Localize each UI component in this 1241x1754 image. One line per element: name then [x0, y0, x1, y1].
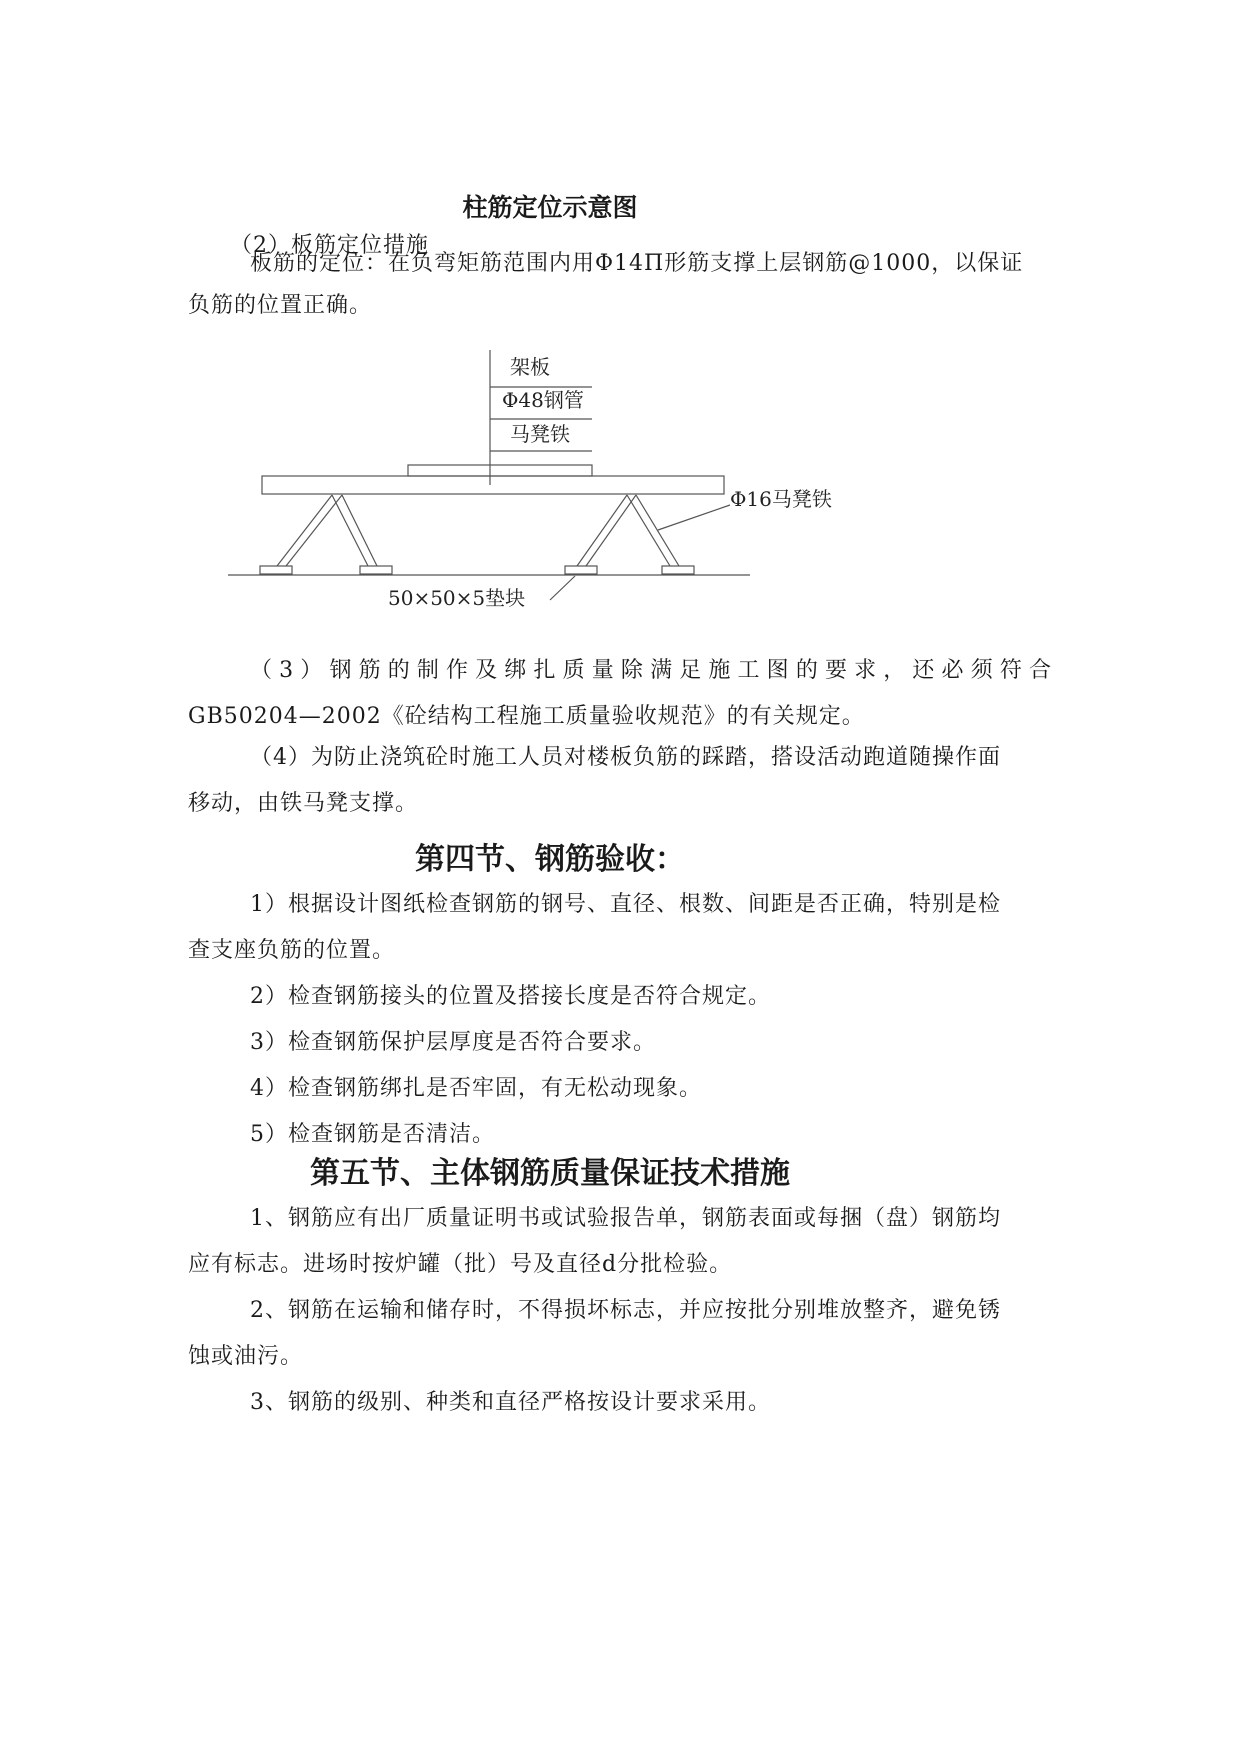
label-stool: 马凳铁 — [510, 422, 570, 446]
top-bar-small — [408, 465, 592, 476]
section-4-item-3: 3）检查钢筋保护层厚度是否符合要求。 — [250, 1030, 656, 1055]
section-4-title: 第四节、钢筋验收： — [415, 842, 685, 877]
paragraph-line-2: 负筋的位置正确。 — [188, 293, 373, 318]
stool-leg-1b — [286, 495, 342, 566]
section-4-item-2: 2）检查钢筋接头的位置及搭接长度是否符合规定。 — [250, 984, 771, 1009]
stool-leg-3a — [577, 495, 627, 566]
section-5-item-1-line-2: 应有标志。进场时按炉罐（批）号及直径d分批检验。 — [188, 1252, 733, 1277]
section-4-item-4: 4）检查钢筋绑扎是否牢固，有无松动现象。 — [250, 1076, 702, 1101]
stool-support-diagram — [220, 345, 880, 625]
pad-block-2 — [360, 566, 392, 574]
paragraph-3-line-2: GB50204—2002《砼结构工程施工质量验收规范》的有关规定。 — [188, 704, 865, 729]
section-5-item-2-line-1: 2、钢筋在运输和储存时，不得损坏标志，并应按批分别堆放整齐，避免锈 — [250, 1298, 1001, 1323]
stool-leg-2a — [332, 495, 368, 566]
plank — [262, 476, 724, 494]
section-5-title: 第五节、主体钢筋质量保证技术措施 — [310, 1156, 790, 1191]
subtitle-text: （2）板筋定位措施 — [230, 233, 429, 258]
stool-leg-4b — [636, 495, 679, 566]
paragraph-3-line-1: （3）钢筋的制作及绑扎质量除满足施工图的要求，还必须符合 — [250, 658, 1058, 683]
stool-leg-4a — [627, 495, 670, 566]
section-5-item-3: 3、钢筋的级别、种类和直径严格按设计要求采用。 — [250, 1390, 771, 1415]
label-pipe: Φ48钢管 — [502, 388, 584, 412]
section-4-item-1-line-2: 查支座负筋的位置。 — [188, 938, 396, 963]
paragraph-4-line-2: 移动，由铁马凳支撑。 — [188, 791, 419, 816]
stool-leg-2b — [342, 495, 377, 566]
stool-leg-1a — [277, 495, 332, 566]
label-stool16: Φ16马凳铁 — [730, 487, 832, 511]
paragraph-line-1: 板筋的定位：在负弯矩筋范围内用Φ14Π形筋支撑上层钢筋@1000，以保证 — [250, 251, 1024, 276]
section-4-item-1-line-1: 1）根据设计图纸检查钢筋的钢号、直径、根数、间距是否正确，特别是检 — [250, 892, 1001, 917]
paragraph-plate-rebar — [188, 243, 1058, 327]
label-pad: 50×50×5垫块 — [388, 586, 526, 610]
pad-block-4 — [662, 566, 694, 574]
section-5-items — [188, 1196, 1058, 1426]
stool-leg-3b — [586, 495, 636, 566]
section-5-item-1-line-1: 1、钢筋应有出厂质量证明书或试验报告单，钢筋表面或每捆（盘）钢筋均 — [250, 1206, 1001, 1231]
figure-caption-column-rebar: 柱筋定位示意图 — [462, 193, 638, 222]
leader-pad — [550, 576, 575, 600]
label-board: 架板 — [510, 355, 550, 379]
paragraph-4 — [188, 735, 1058, 827]
section-5-item-2-line-2: 蚀或油污。 — [188, 1344, 304, 1369]
section-4-items — [188, 882, 1058, 1158]
section-4-item-5: 5）检查钢筋是否清洁。 — [250, 1122, 495, 1147]
pad-block-3 — [565, 566, 597, 574]
pad-block-1 — [260, 566, 292, 574]
leader-stool16 — [658, 505, 730, 530]
paragraph-4-line-1: （4）为防止浇筑砼时施工人员对楼板负筋的踩踏，搭设活动跑道随操作面 — [250, 745, 1001, 770]
paragraph-3 — [188, 648, 1058, 740]
